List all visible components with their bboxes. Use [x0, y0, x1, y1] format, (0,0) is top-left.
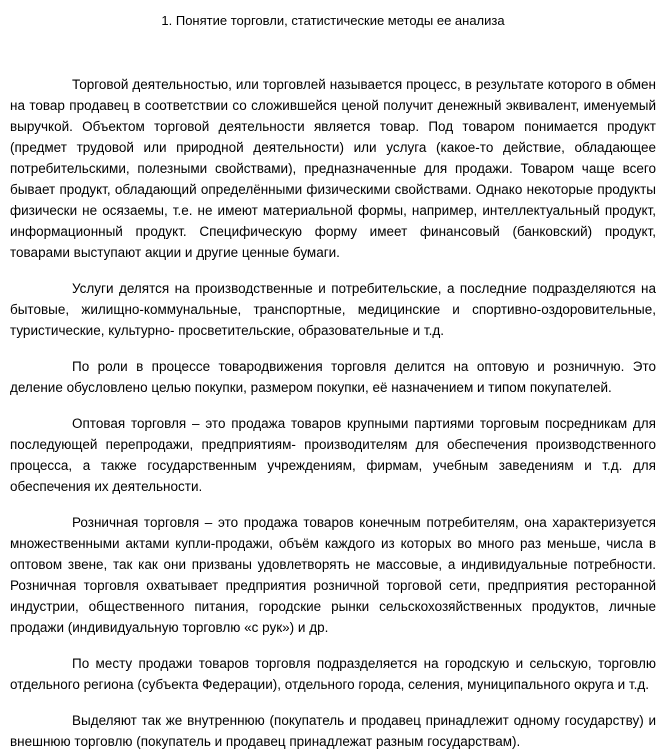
paragraph-trade-definition: Торговой деятельностью, или торговлей называется процесс, в результате которого в обмен на товар продавец в соответствии со сложившейся ценой получит денежный эквивалент, именуемый выручкой. Объектом торговой деятельности является товар. Под товаром понимается продукт (предмет трудовой или природной деятельности) или услуга (какое-то действие, обладающее потребительскими, полезными свойствами), предназначенные для продажи. Товаром чаще всего бывает продукт, обладающий определёнными физическими свойствами. Однако некоторые продукты физически не осязаемы, т.е. не имеют материальной формы, например, интеллектуальный продукт, информационный продукт. Специфическую форму имеет финансовый (банковский) продукт, товарами выступают акции и другие ценные бумаги.: [10, 77, 656, 260]
paragraph-retail: Розничная торговля – это продажа товаров конечным потребителям, она характеризуется множественными актами купли-продажи, объём каждого из которых во много раз меньше, числа в оптовом звене, так как они призваны удовлетворять не массовые, а индивидуальные потребности. Розничная торговля охватывает предприятия розничной торговой сети, предприятия ресторанной индустрии, общественного питания, городские рынки сельскохозяйственных продуктов, личные продажи (индивидуальную торговлю «с рук») и др.: [10, 515, 656, 635]
paragraph-trade-roles: По роли в процессе товародвижения торговля делится на оптовую и розничную. Это деление обусловлено целью покупки, размером покупки, её назначением и типом покупателей.: [10, 359, 656, 395]
paragraph-wholesale: Оптовая торговля – это продажа товаров крупными партиями торговым посредникам для последующей перепродажи, предприятиям- производителям для обеспечения производственного процесса, а также государственным учреждениям, фирмам, учебным заведениям и т.д. для обеспечения их деятельности.: [10, 416, 656, 494]
paragraph-services: Услуги делятся на производственные и потребительские, а последние подразделяются на бытовые, жилищно-коммунальные, транспортные, медицинские и спортивно-оздоровительные, туристические, культурно- просветительские, образовательные и т.д.: [10, 281, 656, 338]
section-heading: 1. Понятие торговли, статистические методы ее анализа: [161, 13, 505, 28]
paragraph-domestic-foreign: Выделяют так же внутреннюю (покупатель и продавец принадлежит одному государству) и внешнюю торговлю (покупатель и продавец принадлежат разным государствам).: [10, 713, 656, 749]
paragraph-place-of-sale: По месту продажи товаров торговля подразделяется на городскую и сельскую, торговлю отдельного региона (субъекта Федерации), отдельного города, селения, муниципального округа и т.д.: [10, 656, 656, 692]
